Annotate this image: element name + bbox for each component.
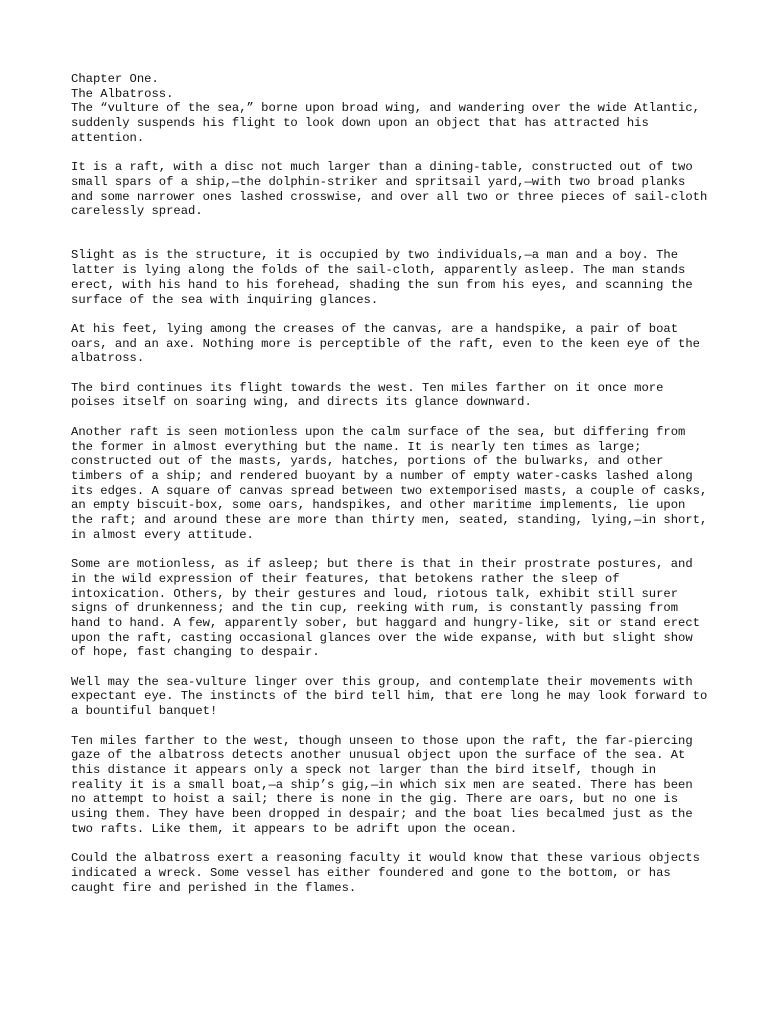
chapter-heading: Chapter One. [71,72,159,86]
paragraph: At his feet, lying among the creases of the canvas, are a handspike, a pair of boat oars, and an axe. Nothing more is perceptible of the raft, even to the keen eye of the albatross. [71,321,708,366]
paragraph: Some are motionless, as if asleep; but there is that in their prostrate postures, and in the wild expression of their features, that betokens rather the sleep of intoxication. Others, by their gestures and loud, riotous talk, exhibit still surer signs of drunkenness; and the tin cup, reeking with rum, is constantly passing from hand to hand. A few, apparently sober, but haggard and hungry-like, sit or stand erect upon the raft, casting occasional glances over the wide expanse, with but slight show of hope, fast changing to despair. [71,557,708,660]
document-page [71,72,715,910]
paragraph: Well may the sea-vulture linger over this group, and contemplate their movements with expectant eye. The instincts of the bird tell him, that ere long he may look forward to a bountiful banquet! [71,674,715,719]
paragraph: The bird continues its flight towards the west. Ten miles farther on it once more poises itself on soaring wing, and directs its glance downward. [71,380,671,410]
paragraph: Could the albatross exert a reasoning faculty it would know that these various objects indicated a wreck. Some vessel has either foundered and gone to the bottom, or has caught fire and perished in the flames. [71,851,708,895]
chapter-title: The Albatross. [71,86,174,101]
paragraph: It is a raft, with a disc not much larger than a dining-table, constructed out of two small spars of a ship,—the dolphin-striker and spritsail yard,—with two broad planks and some narrower ones lashed crosswise, and over all two or three pieces of sail-cloth carelessly spread. [71,160,715,219]
paragraph: Slight as is the structure, it is occupied by two individuals,—a man and a boy. The latter is lying along the folds of the sail-cloth, apparently asleep. The man stands erect, with his hand to his forehead, shading the sun from his eyes, and scanning the surface of the sea with inquiring glances. [71,248,700,307]
paragraph: The “vulture of the sea,” borne upon broad wing, and wandering over the wide Atlantic, suddenly suspends his flight to look down upon an object that has attracted his attention. [71,101,708,145]
paragraph: Ten miles farther to the west, though unseen to those upon the raft, the far-piercing gaze of the albatross detects another unusual object upon the surface of the sea. At this distance it appears only a speck not larger than the bird itself, though in reality it is a small boat,—a ship’s gig,—in which six men are seated. There has been no attempt to hoist a sail; there is none in the gig. There are oars, but no one is using them. They have been dropped in despair; and the boat lies becalmed just as the two rafts. Like them, it appears to be adrift upon the ocean. [71,733,700,836]
paragraph: Another raft is seen motionless upon the calm surface of the sea, but differing from the former in almost everything but the name. It is nearly ten times as large; constructed out of the masts, yards, hatches, portions of the bulwarks, and other timbers of a ship; and rendered buoyant by a number of empty water-casks lashed along its edges. A square of canvas spread between two extemporised masts, a couple of casks, an empty biscuit-box, some oars, handspikes, and other maritime implements, lie upon the raft; and around these are more than thirty men, seated, standing, lying,—in short, in almost every attitude. [71,424,715,542]
